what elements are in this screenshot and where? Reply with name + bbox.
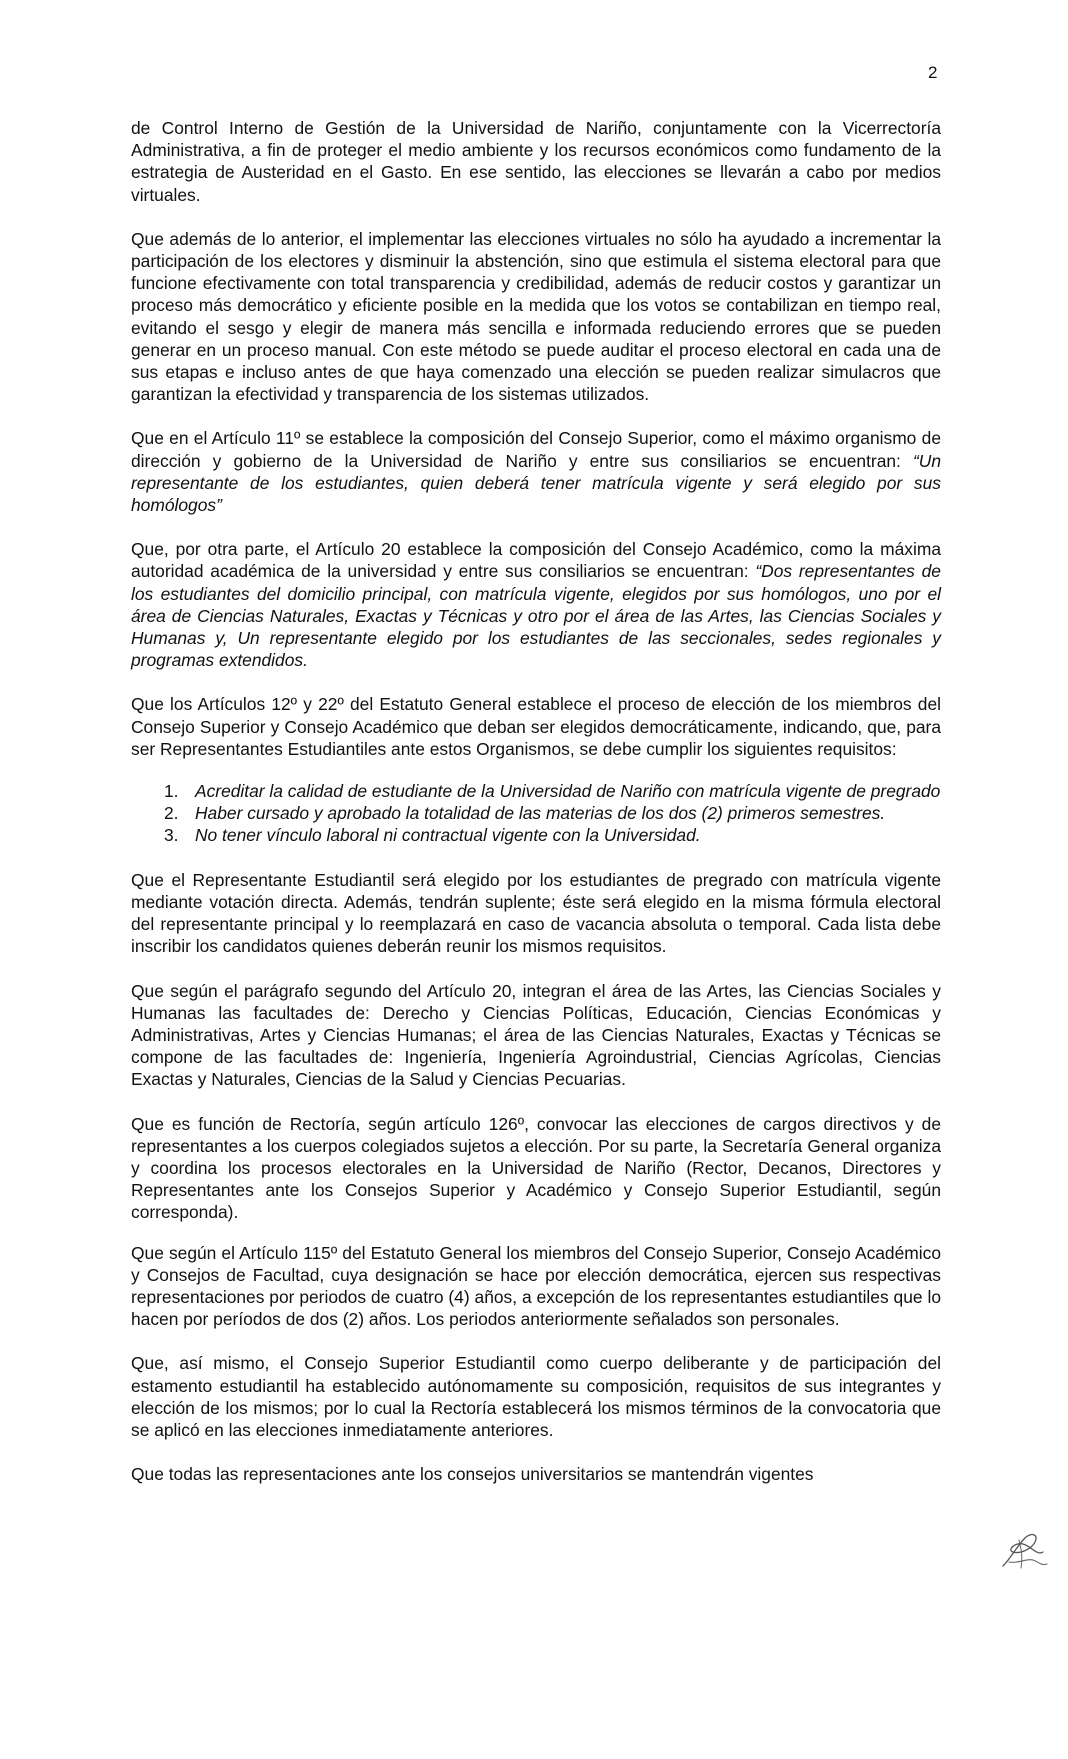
requirement-item [131,780,941,802]
paragraph-consejo-superior-estudiantil: Que, así mismo, el Consejo Superior Estudiantil como cuerpo deliberante y de participación del estamento estudiantil ha establecido autónomamente su composición, requisitos de sus integrantes y elección de los mismos; por lo cual la Rectoría establecerá los mismos términos de la convocatoria que se aplicó en las elecciones inmediatamente anteriores. [131,1353,941,1440]
requirement-number: 3. [164,825,179,846]
paragraph-articulo-11-quote: “Un representante de los estudiantes, quien deberá tener matrícula vigente y será elegido por sus homólogos” [131,450,941,516]
requirements-list [131,780,941,847]
page-number: 2 [928,63,938,82]
requirement-item [131,802,941,824]
requirement-item [131,824,941,846]
paragraph-austeridad: de Control Interno de Gestión de la Universidad de Nariño, conjuntamente con la Vicerrectoría Administrativa, a fin de proteger el medio ambiente y los recursos económicos como fundamento de la estrategia de Austeridad en el Gasto. En ese sentido, las elecciones se llevarán a cabo por medios virtuales. [131,118,941,205]
paragraph-funcion-rectoria: Que es función de Rectoría, según artículo 126º, convocar las elecciones de cargos directivos y de representantes a los cuerpos colegiados sujetos a elección. Por su parte, la Secretaría General organiza y coordina los procesos electorales en la Universidad de Nariño (Rector, Decanos, Directores y Representantes ante los Consejos Superior y Académico y Consejo Superior Estudiantil, según corresponda). [131,1113,941,1223]
paragraph-articulo-115: Que según el Artículo 115º del Estatuto General los miembros del Consejo Superior, Consejo Académico y Consejos de Facultad, cuya designación se hace por elección democrática, ejercen sus respectivas representaciones por periodos de cuatro (4) años, a excepción de los representantes estudiantiles que lo hacen por períodos de dos (2) años. Los periodos anteriormente señalados son personales. [131,1242,941,1330]
paragraph-representaciones-vigentes: Que todas las representaciones ante los consejos universitarios se mantendrán vigentes [131,1464,814,1485]
document-body [131,117,941,1507]
requirement-number: 1. [164,781,179,802]
paragraph-articulo-20 [131,538,941,671]
requirement-text: Haber cursado y aprobado la totalidad de las materias de los dos (2) primeros semestres. [195,803,886,824]
paragraph-articulo-20-text: Que, por otra parte, el Artículo 20 establece la composición del Consejo Académico, como la máxima autoridad académica de la universidad y entre sus consiliarios se encuentran: [131,539,941,582]
paragraph-representante-estudiantil: Que el Representante Estudiantil será elegido por los estudiantes de pregrado con matrícula vigente mediante votación directa. Además, tendrán suplente; éste será elegido en la misma fórmula electoral del representante principal y lo reemplazará en caso de vacancia absoluta o temporal. Cada lista debe inscribir los candidatos quienes deberán reunir los mismos requisitos. [131,869,941,957]
requirement-number: 2. [164,803,179,824]
requirement-text: No tener vínculo laboral ni contractual vigente con la Universidad. [195,825,701,846]
requirement-text: Acreditar la calidad de estudiante de la Universidad de Nariño con matrícula vigente de pregrado [195,781,941,802]
paragraph-articulo-11 [131,427,941,516]
paragraph-articulo-20-quote: “Dos representantes de los estudiantes del domicilio principal, con matrícula vigente, elegidos por sus homólogos, uno por el área de Ciencias Naturales, Exactas y Técnicas y otro por el área de las Artes, las Ciencias Sociales y Humanas y, Un representante elegido por los estudiantes de las seccionales, sedes regionales y programas extendidos. [131,561,941,671]
paragraph-articulo-11-text: Que en el Artículo 11º se establece la composición del Consejo Superior, como el máximo organismo de dirección y gobierno de la Universidad de Nariño y entre sus consiliarios se encuentran: [131,428,941,471]
paragraph-articulos-12-22: Que los Artículos 12º y 22º del Estatuto General establece el proceso de elección de los miembros del Consejo Superior y Consejo Académico que deban ser elegidos democráticamente, indicando, que, para ser Representantes Estudiantiles ante estos Organismos, se debe cumplir los siguientes requisitos: [131,694,941,759]
paragraph-elecciones-virtuales: Que además de lo anterior, el implementar las elecciones virtuales no sólo ha ayudado a incrementar la participación de los electores y disminuir la abstención, sino que estimula el sistema electoral para que funcione efectivamente con total transparencia y credibilidad, además de reducir costos y garantizar un proceso más democrático y eficiente posible en la medida que los votos se contabilizan en tiempo real, evitando el sesgo y elegir de manera más sencilla e informada reduciendo errores que se pueden generar en un proceso manual. Con este método se puede auditar el proceso electoral en cada una de sus etapas e incluso antes de que haya comenzado una elección se pueden realizar simulacros que garantizan la efectividad y transparencia de los sistemas utilizados. [131,228,941,405]
paragraph-paragrafo-segundo: Que según el parágrafo segundo del Artículo 20, integran el área de las Artes, las Ciencias Sociales y Humanas las facultades de: Derecho y Ciencias Políticas, Educación, Ciencias Económicas y Administrativas, Artes y Ciencias Humanas; el área de las Ciencias Naturales, Exactas y Técnicas se compone de las facultades de: Ingeniería, Ingeniería Agroindustrial, Ciencias Agrícolas, Ciencias Exactas y Naturales, Ciencias de la Salud y Ciencias Pecuarias. [131,980,941,1090]
handwritten-signature [997,1528,1049,1574]
